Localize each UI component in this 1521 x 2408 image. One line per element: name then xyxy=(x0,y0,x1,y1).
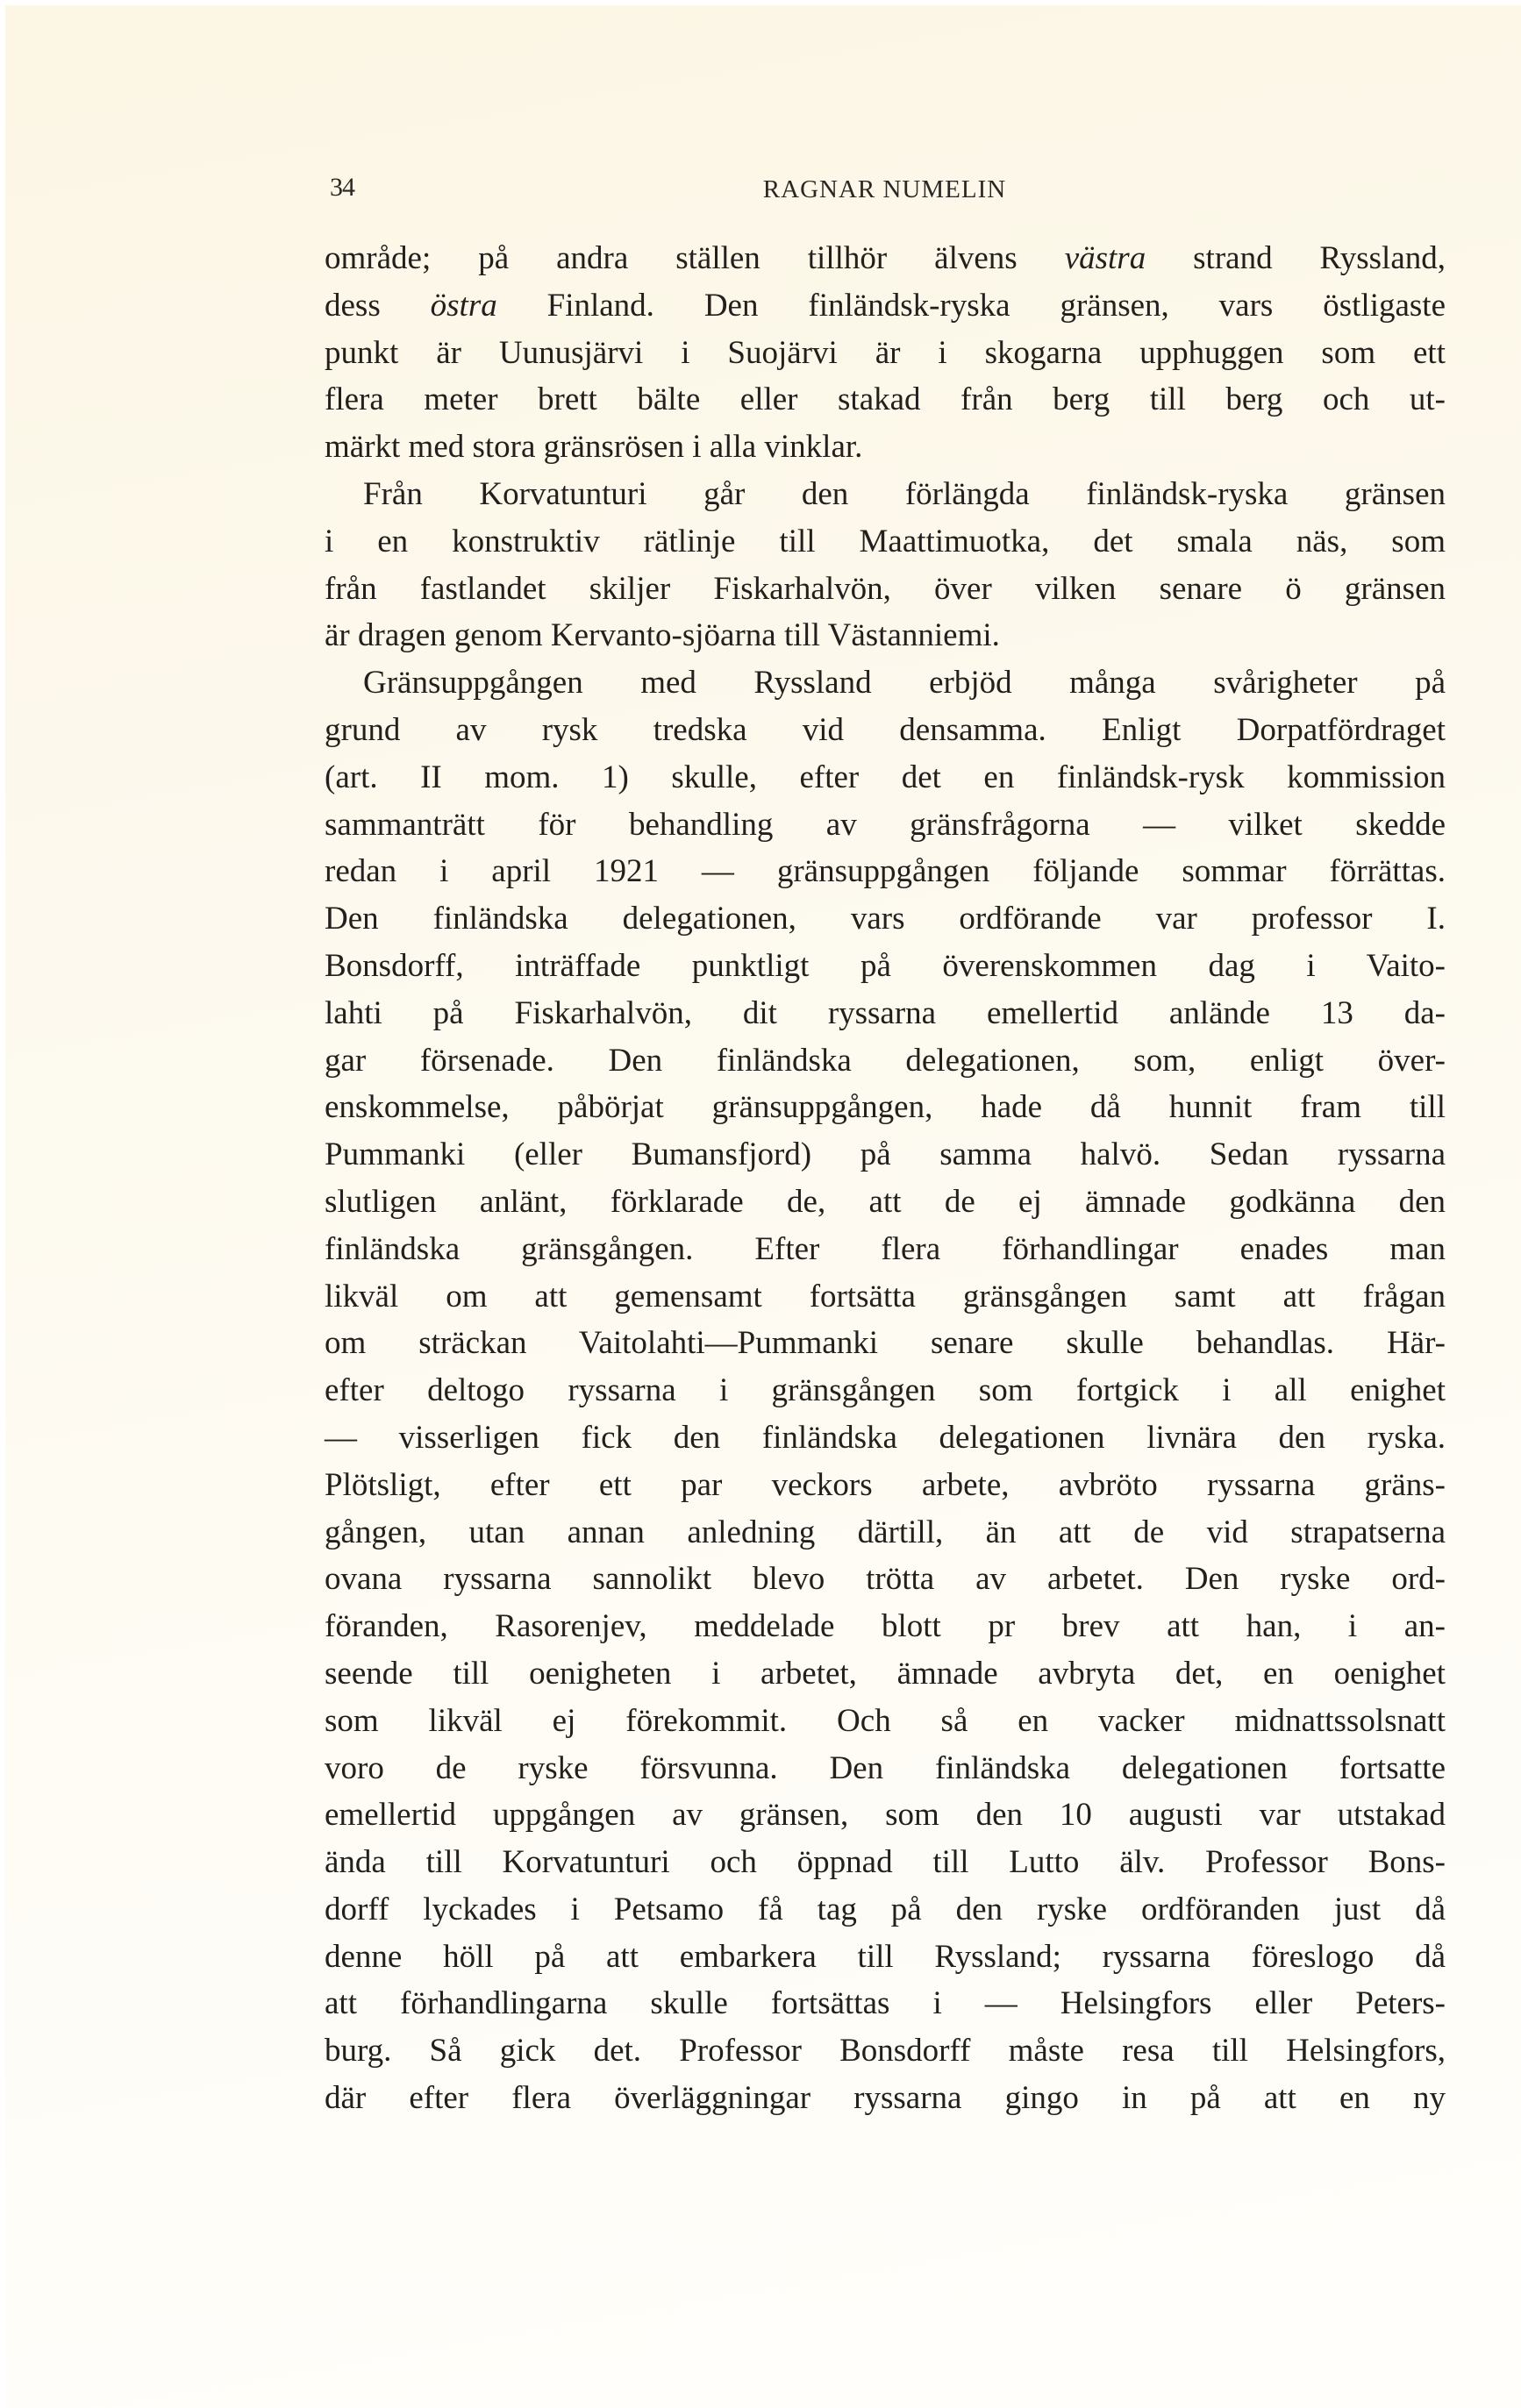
text-line: Plötsligt, efter ett par veckors arbete, avbröto ryssarna gräns- xyxy=(325,1466,1446,1503)
text-line: att förhandlingarna skulle fortsättas i — Helsingfors eller Peters- xyxy=(325,1985,1446,2022)
paragraph-3 xyxy=(325,659,1446,2122)
text-line: dess östra Finland. Den finländsk-ryska gränsen, vars östligaste xyxy=(325,287,1446,324)
text-line: Pummanki (eller Bumansfjord) på samma halvö. Sedan ryssarna xyxy=(325,1136,1446,1173)
text-line: Bonsdorff, inträffade punktligt på överenskommen dag i Vaito- xyxy=(325,947,1446,984)
text-line: område; på andra ställen tillhör älvens västra strand Ryssland, xyxy=(325,240,1446,276)
page-header xyxy=(321,170,1448,214)
text-line: punkt är Uunusjärvi i Suojärvi är i skogarna upphuggen som ett xyxy=(325,334,1446,371)
paragraph-2 xyxy=(325,471,1446,659)
book-page xyxy=(5,5,1521,2408)
text-line: redan i april 1921 — gränsuppgången följande sommar förrättas. xyxy=(325,853,1446,890)
paragraph-1 xyxy=(325,235,1446,471)
text-line: finländska gränsgången. Efter flera förhandlingar enades man xyxy=(325,1230,1446,1267)
text-line: där efter flera överläggningar ryssarna gingo in på att en ny xyxy=(325,2080,1446,2117)
text-line: dorff lyckades i Petsamo få tag på den ryske ordföranden just då xyxy=(325,1891,1446,1927)
text-line: ovana ryssarna sannolikt blevo trötta av arbetet. Den ryske ord- xyxy=(325,1561,1446,1598)
text-line: grund av rysk tredska vid densamma. Enligt Dorpatfördraget xyxy=(325,711,1446,748)
text-line: denne höll på att embarkera till Ryssland; ryssarna föreslogo då xyxy=(325,1938,1446,1975)
text-line: gången, utan annan anledning därtill, än att de vid strapatserna xyxy=(325,1514,1446,1550)
text-line: sammanträtt för behandling av gränsfrågorna — vilket skedde xyxy=(325,806,1446,843)
text-line: burg. Så gick det. Professor Bonsdorff måste resa till Helsingfors, xyxy=(325,2033,1446,2070)
text-line: emellertid uppgången av gränsen, som den 10 augusti var utstakad xyxy=(325,1797,1446,1834)
text-line: från fastlandet skiljer Fiskarhalvön, över vilken senare ö gränsen xyxy=(325,570,1446,607)
running-title: RAGNAR NUMELIN xyxy=(762,175,1007,203)
page-number: 34 xyxy=(330,173,354,202)
text-line: likväl om att gemensamt fortsätta gränsgången samt att frågan xyxy=(325,1278,1446,1314)
emphasized-word: östra xyxy=(430,287,497,324)
text-line: gar försenade. Den finländska delegationen, som, enligt över- xyxy=(325,1042,1446,1079)
text-line: märkt med stora gränsrösen i alla vinklar. xyxy=(325,429,863,466)
text-line: lahti på Fiskarhalvön, dit ryssarna emellertid anlände 13 da- xyxy=(325,994,1446,1031)
text-line: (art. II mom. 1) skulle, efter det en finländsk-rysk kommission xyxy=(325,759,1446,795)
text-line: slutligen anlänt, förklarade de, att de ej ämnade godkänna den xyxy=(325,1183,1446,1220)
text-line: ända till Korvatunturi och öppnad till Lutto älv. Professor Bons- xyxy=(325,1844,1446,1881)
text-line: är dragen genom Kervanto-sjöarna till Västanniemi. xyxy=(325,617,1000,654)
text-line: enskommelse, påbörjat gränsuppgången, hade då hunnit fram till xyxy=(325,1089,1446,1126)
text-line: i en konstruktiv rätlinje till Maattimuotka, det smala näs, som xyxy=(325,523,1446,559)
text-line: Den finländska delegationen, vars ordförande var professor I. xyxy=(325,901,1446,937)
emphasized-word: västra xyxy=(1064,240,1146,276)
text-line: Från Korvatunturi går den förlängda finländsk-ryska gränsen xyxy=(363,475,1446,512)
text-line: som likväl ej förekommit. Och så en vacker midnattssolsnatt xyxy=(325,1702,1446,1739)
text-line: om sträckan Vaitolahti—Pummanki senare skulle behandlas. Här- xyxy=(325,1325,1446,1362)
text-line: Gränsuppgången med Ryssland erbjöd många svårigheter på xyxy=(363,665,1446,702)
body-text xyxy=(325,235,1446,2122)
text-line: flera meter brett bälte eller stakad från berg till berg och ut- xyxy=(325,381,1446,418)
text-line: — visserligen fick den finländska delegationen livnära den ryska. xyxy=(325,1419,1446,1456)
text-line: voro de ryske försvunna. Den finländska delegationen fortsatte xyxy=(325,1749,1446,1786)
text-line: seende till oenigheten i arbetet, ämnade avbryta det, en oenighet xyxy=(325,1655,1446,1692)
text-line: efter deltogo ryssarna i gränsgången som fortgick i all enighet xyxy=(325,1372,1446,1409)
text-line: föranden, Rasorenjev, meddelade blott pr brev att han, i an- xyxy=(325,1608,1446,1645)
